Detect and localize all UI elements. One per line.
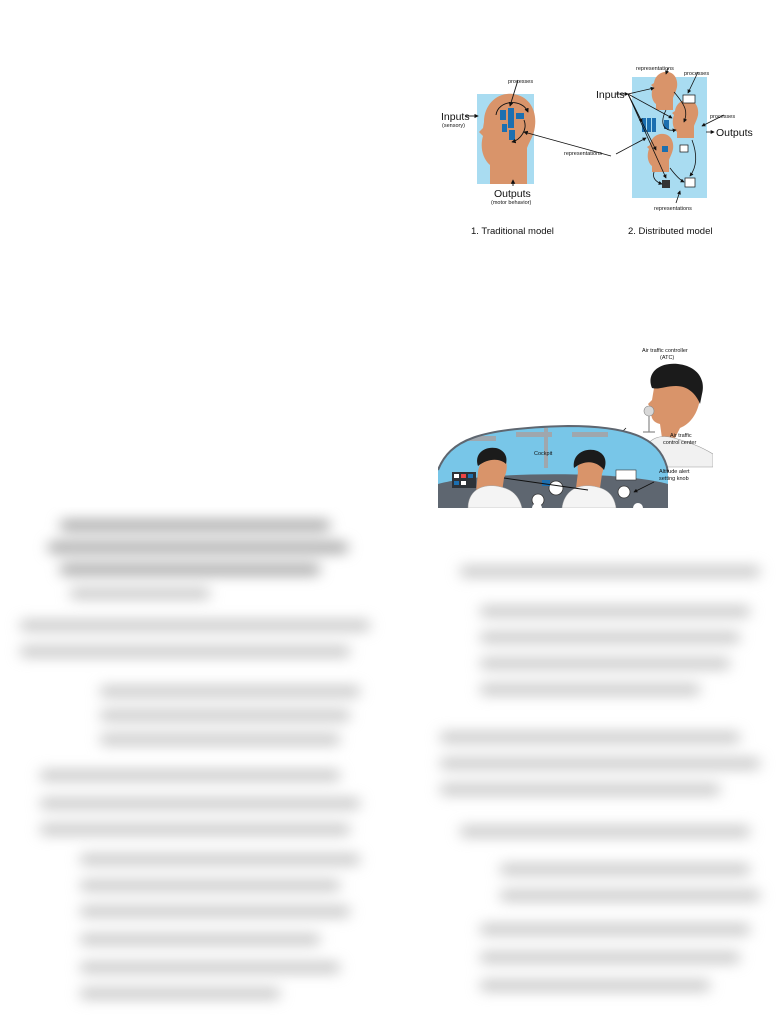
computer-device bbox=[683, 95, 695, 103]
outputs-sub-label: (motor behavior) bbox=[491, 200, 532, 206]
module-block bbox=[508, 108, 514, 128]
atc-title-label: Air traffic controller bbox=[642, 348, 688, 354]
representations-label: representations bbox=[564, 151, 602, 157]
module-block bbox=[500, 110, 506, 120]
altitude-knob-label-line1: Altitude alert bbox=[659, 469, 690, 475]
module-block bbox=[662, 146, 668, 152]
cockpit-figure bbox=[438, 342, 713, 508]
computer-device bbox=[680, 145, 688, 152]
cognition-models-figure bbox=[436, 60, 756, 245]
inputs-label: Inputs bbox=[441, 111, 470, 123]
altitude-knob-label-line2: setting knob bbox=[659, 476, 689, 482]
cockpit-label: Cockpit bbox=[534, 451, 553, 457]
atc-abbrev-label: (ATC) bbox=[660, 355, 675, 361]
atc-center-label-line2: control center bbox=[663, 440, 697, 446]
inputs-sub-label: (sensory) bbox=[442, 123, 465, 129]
processes-top-label: processes bbox=[684, 71, 710, 77]
outputs-right-label: Outputs bbox=[716, 127, 753, 139]
module-block bbox=[647, 118, 651, 132]
blurred-text-region bbox=[0, 507, 784, 1015]
representations-bottom-label: representations bbox=[654, 206, 692, 212]
processes-right-label: processes bbox=[710, 114, 736, 120]
device-block bbox=[662, 180, 670, 188]
module-block bbox=[516, 113, 524, 119]
module-block bbox=[509, 130, 515, 140]
traditional-model-caption: 1. Traditional model bbox=[471, 226, 554, 237]
module-block bbox=[502, 124, 507, 132]
microphone-icon bbox=[644, 406, 654, 416]
outputs-label: Outputs bbox=[494, 188, 531, 200]
atc-center-label-line1: Air traffic bbox=[670, 433, 692, 439]
inputs-right-label: Inputs bbox=[596, 89, 625, 101]
distributed-model-caption: 2. Distributed model bbox=[628, 226, 713, 237]
computer-device bbox=[685, 178, 695, 187]
blurred-text-lines bbox=[0, 507, 784, 1015]
processes-label: processes bbox=[508, 79, 534, 85]
representations-top-label: representations bbox=[636, 66, 674, 72]
module-block bbox=[652, 118, 656, 132]
